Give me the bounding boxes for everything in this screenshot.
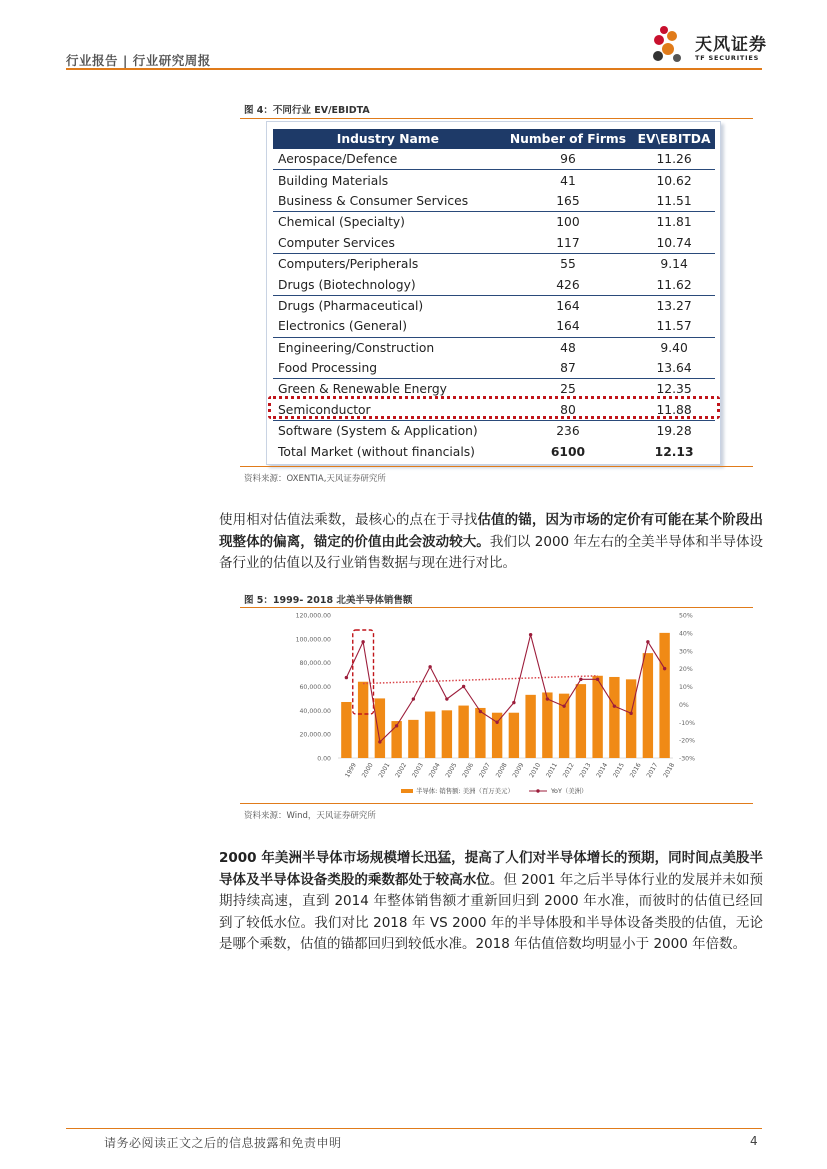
right-axis-tick-label: 10% <box>679 684 693 691</box>
x-axis-tick-label: 2008 <box>494 761 509 779</box>
yoy-point-2002 <box>395 724 398 727</box>
footer-disclaimer: 请务必阅读正文之后的信息披露和免责申明 <box>104 1136 342 1150</box>
table-row <box>273 316 715 337</box>
legend-bar-label: 半导体: 销售额: 美洲（百万美元） <box>416 787 514 795</box>
right-axis-tick-label: 40% <box>679 630 693 638</box>
table-row <box>273 358 715 379</box>
cell-ev-ebitda: 19.28 <box>656 424 692 439</box>
right-axis-tick-label: 20% <box>679 666 693 674</box>
right-axis-tick-label: 50% <box>679 612 693 620</box>
x-axis-tick-label: 2002 <box>394 761 409 779</box>
x-axis-tick-label: 2011 <box>545 761 559 779</box>
legend-line-label: YoY（美洲） <box>551 787 588 795</box>
cell-industry-name: Business & Consumer Services <box>273 191 503 212</box>
x-axis-tick-label: 1999 <box>344 761 358 779</box>
cell-number-of-firms: 55 <box>560 257 576 272</box>
cell-number-of-firms: 96 <box>503 149 633 170</box>
cell-industry-name: Computers/Peripherals <box>278 257 419 272</box>
paragraph-1-text-a: 使用相对估值法乘数，最核心的点在于寻找 <box>219 512 478 528</box>
yoy-point-2012 <box>562 704 565 707</box>
cell-number-of-firms: 164 <box>556 298 580 313</box>
left-axis-tick-label: 20,000.00 <box>299 731 331 739</box>
table-header-row <box>273 129 715 149</box>
yoy-point-2016 <box>629 712 632 715</box>
cell-ev-ebitda: 11.26 <box>633 149 715 170</box>
cell-number-of-firms: 80 <box>503 400 633 421</box>
paragraph-2-bold: 2000 年美洲半导体市场规模增长迅猛，提高了人们对半导体增长的预期，同时间点美股半导体及半导体设备类股的乘数都处于较高水位 <box>219 850 763 888</box>
cell-ev-ebitda: 11.88 <box>633 400 715 421</box>
yoy-point-2009 <box>512 701 515 704</box>
yoy-point-2011 <box>546 697 549 700</box>
left-axis-tick-label: 0.00 <box>317 755 331 763</box>
right-axis-tick-label: -10% <box>679 719 695 727</box>
bar-2012 <box>559 694 569 758</box>
bar-2015 <box>609 677 619 758</box>
figure5-source: 资料来源：Wind，天风证券研究所 <box>244 811 376 821</box>
legend-bar-swatch <box>401 789 413 793</box>
cell-ev-ebitda: 10.62 <box>656 173 692 188</box>
cell-industry-name: Engineering/Construction <box>278 340 435 355</box>
table-row <box>273 274 715 295</box>
bar-2018 <box>659 633 669 758</box>
cell-number-of-firms: 41 <box>560 173 576 188</box>
cell-industry-name: Building Materials <box>278 173 389 188</box>
yoy-point-2007 <box>479 710 482 713</box>
cell-ev-ebitda: 11.57 <box>633 316 715 337</box>
x-axis-tick-label: 2006 <box>461 761 476 779</box>
x-axis-tick-label: 2016 <box>628 761 643 779</box>
yoy-point-2004 <box>428 665 431 668</box>
x-axis-tick-label: 2017 <box>645 761 660 779</box>
cell-ev-ebitda: 9.40 <box>660 340 688 355</box>
cell-industry-name: Drugs (Biotechnology) <box>273 274 503 295</box>
x-axis-tick-label: 2014 <box>595 761 610 779</box>
figure5-bottom-rule <box>240 803 753 804</box>
cell-number-of-firms: 236 <box>556 424 580 439</box>
x-axis-tick-label: 2015 <box>612 761 626 779</box>
semiconductor-highlight-box <box>268 396 720 419</box>
x-axis-tick-label: 2001 <box>377 761 392 779</box>
yoy-point-2014 <box>596 678 599 681</box>
legend-line-marker <box>536 789 539 792</box>
bar-2009 <box>509 713 519 758</box>
x-axis-tick-label: 2013 <box>578 761 593 779</box>
bar-2016 <box>626 679 636 758</box>
x-axis-tick-label: 2007 <box>478 761 492 779</box>
cell-number-of-firms: 426 <box>503 274 633 295</box>
bar-2003 <box>408 720 418 758</box>
figure5-top-rule <box>240 607 753 608</box>
table-row <box>273 233 715 254</box>
left-axis-tick-label: 120,000.00 <box>295 612 331 620</box>
bar-2001 <box>375 698 385 758</box>
yoy-point-2005 <box>445 697 448 700</box>
bar-1999 <box>341 702 351 758</box>
bar-2011 <box>542 692 552 758</box>
bar-2005 <box>442 710 452 758</box>
paragraph-1 <box>219 510 763 575</box>
bar-2006 <box>458 706 468 758</box>
cell-industry-name: Software (System & Application) <box>278 424 478 439</box>
cell-number-of-firms: 100 <box>556 215 580 230</box>
cell-ev-ebitda: 13.64 <box>633 358 715 379</box>
x-axis-tick-label: 2003 <box>411 761 425 779</box>
left-axis-tick-label: 40,000.00 <box>299 707 331 715</box>
cell-total-ev: 12.13 <box>654 444 694 459</box>
yoy-point-2003 <box>412 697 415 700</box>
cell-ev-ebitda: 9.14 <box>660 257 688 272</box>
cell-number-of-firms: 25 <box>560 382 576 397</box>
x-axis-tick-label: 2009 <box>511 761 526 779</box>
yoy-point-2001 <box>378 740 381 743</box>
bar-2007 <box>475 708 485 758</box>
cell-industry-name: Semiconductor <box>273 400 503 421</box>
bar-2014 <box>592 676 602 758</box>
right-axis-tick-label: -30% <box>679 755 695 763</box>
logo-text-cn: 天风证券 <box>695 35 767 55</box>
left-axis-tick-label: 60,000.00 <box>299 684 331 691</box>
figure4-source: 资料来源：OXENTIA,天风证券研究所 <box>244 474 386 484</box>
paragraph-2-text: 。但 2001 年之后半导体行业的发展并未如预期持续高速，直到 2014 年整体销售额才重新回归到 2000 年水准，而彼时的估值已经回到了较低水位。我们对比 2018 年 VS 2000 年的半导体股和半导体设备类股的估值，无论是哪个乘数，估值的锚都回归到较低水准。2018 年估值倍数均明显小于 2000 年倍数。 <box>219 871 763 952</box>
right-axis-tick-label: -20% <box>679 737 695 745</box>
column-header-firms: Number of Firms <box>503 129 633 149</box>
yoy-point-2018 <box>663 667 666 670</box>
bar-2013 <box>576 684 586 758</box>
logo-text-en: TF SECURITIES <box>695 54 760 62</box>
trend-dotted-line <box>363 676 598 684</box>
table-row <box>273 149 715 170</box>
table-row <box>273 212 715 233</box>
cell-industry-name: Green & Renewable Energy <box>278 382 447 397</box>
yoy-point-2008 <box>495 721 498 724</box>
x-axis-tick-label: 2010 <box>528 761 543 779</box>
figure4-title: 图 4：不同行业 EV/EBIDTA <box>244 105 370 116</box>
paragraph-1-bold: 估值的锚，因为市场的定价有可能在某个阶段出现整体的偏离，锚定的价值由此会波动较大。 <box>219 512 764 550</box>
paragraph-2 <box>219 848 763 956</box>
column-header-industry: Industry Name <box>273 129 503 149</box>
bar-2000 <box>358 682 368 758</box>
right-axis-tick-label: 30% <box>679 648 693 656</box>
cell-ev-ebitda: 11.62 <box>633 274 715 295</box>
x-axis-tick-label: 2004 <box>427 761 442 779</box>
cell-ev-ebitda: 11.51 <box>633 191 715 212</box>
yoy-point-2000 <box>361 640 364 643</box>
header-divider <box>66 68 762 70</box>
cell-ev-ebitda: 12.35 <box>656 382 692 397</box>
cell-number-of-firms: 87 <box>503 358 633 379</box>
x-axis-tick-label: 2012 <box>561 761 576 779</box>
bar-2010 <box>525 695 535 758</box>
table-total-row <box>273 441 715 461</box>
figure4-top-rule <box>240 118 753 119</box>
paragraph-1-text-b: 我们以 2000 年左右的全美半导体和半导体设备行业的估值以及行业销售数据与现在进行对比。 <box>219 533 763 571</box>
cell-number-of-firms: 117 <box>503 233 633 254</box>
table-row <box>273 191 715 212</box>
table-row <box>273 295 715 316</box>
x-axis-tick-label: 2005 <box>444 761 459 779</box>
yoy-point-2015 <box>613 704 616 707</box>
table-row <box>273 337 715 358</box>
cell-total-firms: 6100 <box>550 444 586 459</box>
cell-number-of-firms: 48 <box>560 340 576 355</box>
cell-number-of-firms: 165 <box>503 191 633 212</box>
cell-number-of-firms: 164 <box>503 316 633 337</box>
page-number: 4 <box>750 1134 758 1148</box>
cell-total-name: Total Market (without financials) <box>278 444 475 459</box>
semiconductor-sales-chart <box>266 610 721 800</box>
left-axis-tick-label: 80,000.00 <box>299 660 331 668</box>
cell-industry-name: Electronics (General) <box>273 316 503 337</box>
bar-2017 <box>643 653 653 758</box>
cell-industry-name: Drugs (Pharmaceutical) <box>278 298 424 313</box>
cell-ev-ebitda: 11.81 <box>656 215 692 230</box>
right-axis-tick-label: 0% <box>679 701 689 709</box>
table-row <box>273 170 715 191</box>
bar-2004 <box>425 712 435 758</box>
yoy-point-2006 <box>462 685 465 688</box>
cell-industry-name: Chemical (Specialty) <box>278 215 405 230</box>
table-row <box>273 421 715 442</box>
cell-industry-name: Aerospace/Defence <box>273 149 503 170</box>
x-axis-tick-label: 2000 <box>360 761 375 779</box>
yoy-point-2013 <box>579 678 582 681</box>
column-header-ev-ebitda: EV\EBITDA <box>633 129 715 149</box>
cell-industry-name: Computer Services <box>273 233 503 254</box>
cell-ev-ebitda: 13.27 <box>656 298 692 313</box>
footer-divider <box>66 1128 762 1129</box>
yoy-point-1999 <box>345 676 348 679</box>
left-axis-tick-label: 100,000.00 <box>295 636 331 644</box>
figure4-bottom-rule <box>240 466 753 467</box>
yoy-point-2010 <box>529 633 532 636</box>
yoy-point-2017 <box>646 640 649 643</box>
header-section-label: 行业报告 | 行业研究周报 <box>66 53 211 68</box>
table-row <box>273 253 715 274</box>
cell-industry-name: Food Processing <box>273 358 503 379</box>
figure5-title: 图 5：1999- 2018 北美半导体销售额 <box>244 595 413 606</box>
cell-ev-ebitda: 10.74 <box>633 233 715 254</box>
x-axis-tick-label: 2018 <box>662 761 677 779</box>
